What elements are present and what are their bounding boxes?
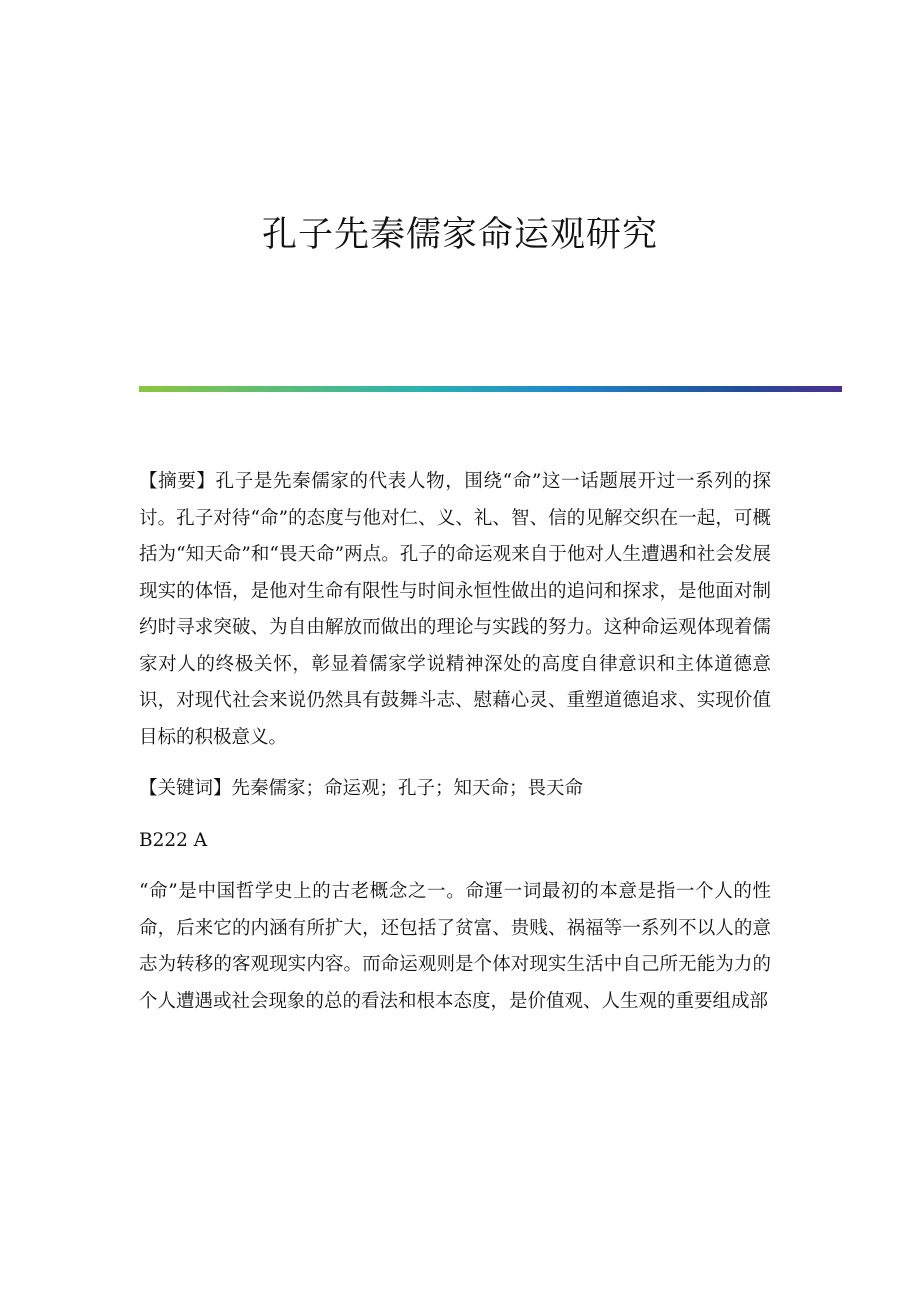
- document-body: [139, 464, 771, 1035]
- body-paragraph: “命”是中国哲学史上的古老概念之一。命運一词最初的本意是指一个人的性命，后来它的内涵有所扩大，还包括了贫富、贵贱、祸福等一系列不以人的意志为转移的客观现实内容。而命运观则是个体对现实生活中自己所无能为力的个人遭遇或社会现象的总的看法和根本态度，是价值观、人生观的重要组成部: [139, 881, 771, 1012]
- keywords-line: 【关键词】先秦儒家；命运观；孔子；知天命；畏天命: [139, 778, 584, 799]
- abstract-paragraph: 【摘要】孔子是先秦儒家的代表人物，围绕“命”这一话题展开过一系列的探讨。孔子对待“命”的态度与他对仁、义、礼、智、信的见解交织在一起，可概括为“知天命”和“畏天命”两点。孔子的命运观来自于他对人生遭遇和社会发展现实的体悟，是他对生命有限性与时间永恒性做出的追问和探求，是他面对制约时寻求突破、为自由解放而做出的理论与实践的努力。这种命运观体现着儒家对人的终极关怀，彰显着儒家学说精神深处的高度自律意识和主体道德意识，对现代社会来说仍然具有鼓舞斗志、慰藉心灵、重塑道德追求、实现价值目标的积极意义。: [139, 471, 771, 748]
- classification-code: B222 A: [139, 829, 208, 851]
- page-title: 孔子先秦儒家命运观研究: [261, 215, 658, 255]
- gradient-divider: [139, 386, 842, 392]
